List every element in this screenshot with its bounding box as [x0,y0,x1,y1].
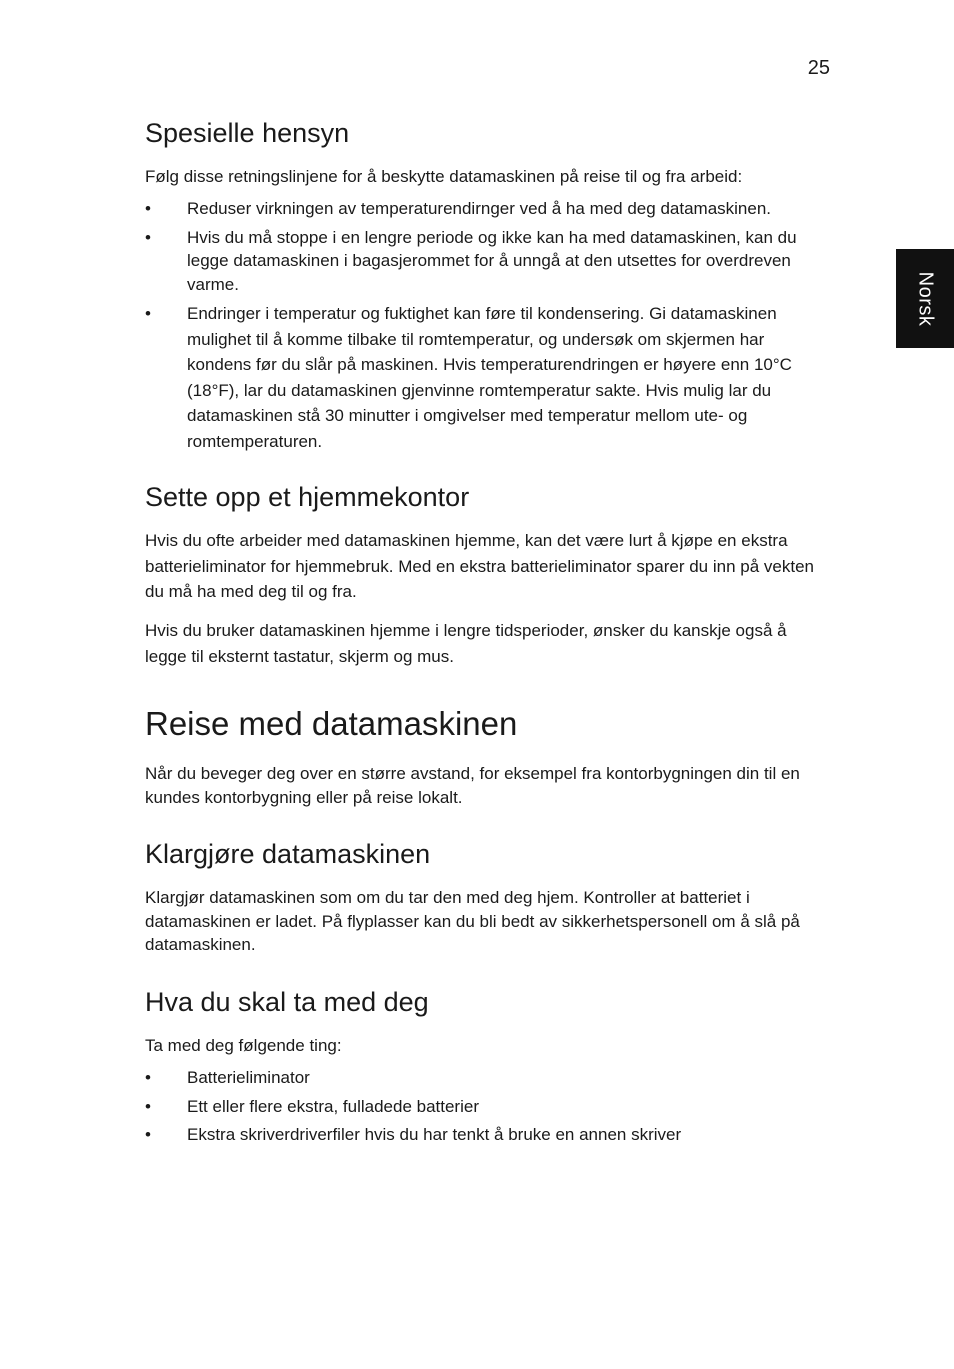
bring-bullet-list [145,1066,830,1152]
special-intro: Følg disse retningslinjene for å beskytte datamaskinen på reise til og fra arbeid: [145,167,743,186]
language-tab-label: Norsk [914,271,937,326]
bring-intro: Ta med deg følgende ting: [145,1036,342,1055]
prepare-paragraph: Klargjør datamaskinen som om du tar den med deg hjem. Kontroller at batteriet i datamaskinen er ladet. På flyplasser kan du bli bedt av sikkerhetspersonell om å slå på datamaskinen. [145,888,800,954]
list-item [145,1123,830,1147]
bullet-marker: • [145,1125,151,1144]
list-item [145,226,830,297]
travel-intro: Når du beveger deg over en større avstand, for eksempel fra kontorbygningen din til en kundes kontorbygning eller på reise lokalt. [145,764,800,807]
bullet-marker: • [145,304,151,323]
bullet-marker: • [145,1068,151,1087]
list-item-text: Ekstra skriverdriverfiler hvis du har tenkt å bruke en annen skriver [187,1125,682,1144]
heading-prepare-computer: Klargjøre datamaskinen [145,839,431,869]
home-office-paragraph-2: Hvis du bruker datamaskinen hjemme i lengre tidsperioder, ønsker du kanskje også å legge til eksternt tastatur, skjerm og mus. [145,621,787,666]
language-tab [896,249,954,348]
heading-home-office: Sette opp et hjemmekontor [145,482,470,512]
list-item [145,197,830,221]
list-item [145,301,830,454]
bullet-marker: • [145,1096,151,1116]
list-item [145,1095,830,1119]
list-item-text: Batterieliminator [187,1068,310,1087]
bullet-marker: • [145,227,151,247]
page-number: 25 [807,57,830,79]
home-office-paragraph-1: Hvis du ofte arbeider med datamaskinen hjemme, kan det være lurt å kjøpe en ekstra batterieliminator for hjemmebruk. Med en ekstra batterieliminator sparer du inn på vekten du må ha med deg til og fra. [145,531,814,601]
list-item-text: Hvis du må stoppe i en lengre periode og ikke kan ha med datamaskinen, kan du legge datamaskinen i bagasjerommet for å unngå at den utsettes for overdreven varme. [187,227,797,294]
list-item-text: Reduser virkningen av temperaturendirnger ved å ha med deg datamaskinen. [187,199,772,218]
section-title-travel: Reise med datamaskinen [145,705,518,742]
special-bullet-list [145,197,830,459]
list-item [145,1066,830,1090]
list-item-text: Ett eller flere ekstra, fulladede batterier [187,1096,479,1116]
list-item-text: Endringer i temperatur og fuktighet kan føre til kondensering. Gi datamaskinen mulighet til å komme tilbake til romtemperatur, og undersøk om skjermen har kondens før du slår på maskinen. Hvis temperaturendringen er høyere enn 10°C (18°F), lar du datamaskinen gjenvinne romtemperatur sakte. Hvis mulig lar du datamaskinen stå 30 minutter i omgivelser med temperatur mellom ute- og romtemperaturen. [187,304,792,451]
heading-what-to-bring: Hva du skal ta med deg [145,987,429,1017]
bullet-marker: • [145,199,151,218]
heading-special-considerations: Spesielle hensyn [145,118,350,148]
